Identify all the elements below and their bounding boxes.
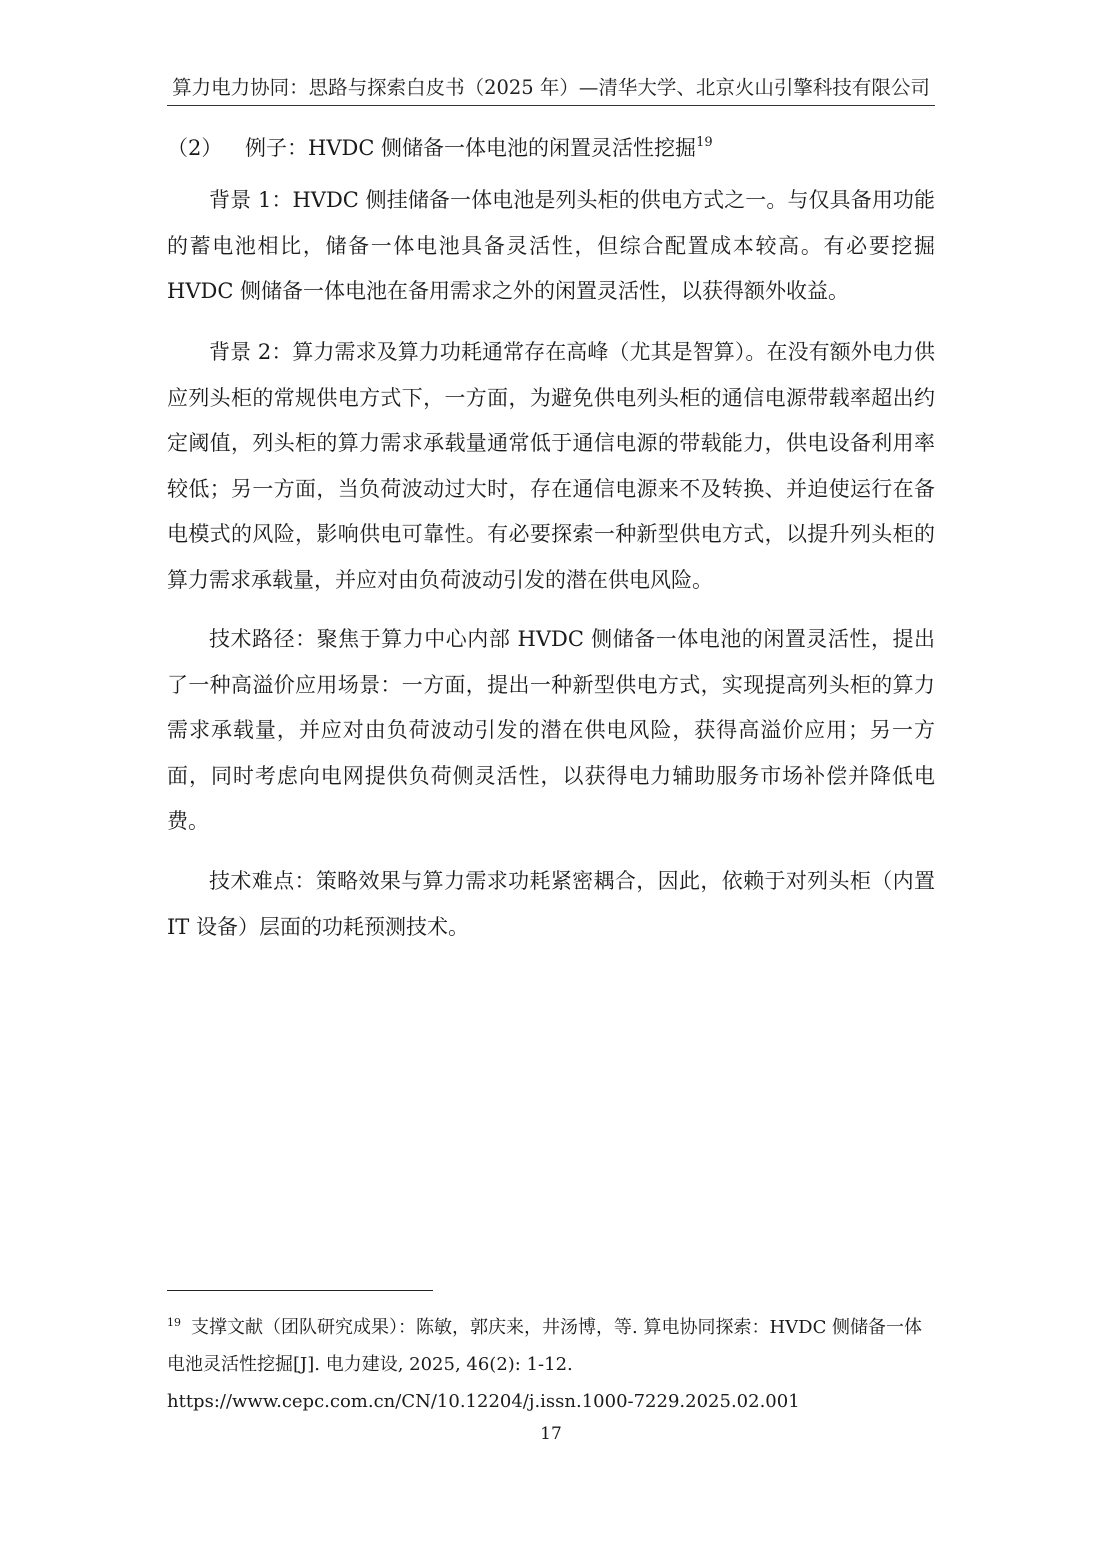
paragraph-background-2: 背景 2：算力需求及算力功耗通常存在高峰（尤其是智算）。在没有额外电力供应列头柜的常规供电方式下，一方面，为避免供电列头柜的通信电源带载率超出约定阈值，列头柜的算力需求承载量通常低于通信电源的带载能力，供电设备利用率较低；另一方面，当负荷波动过大时，存在通信电源来不及转换、并迫使运行在备电模式的风险，影响供电可靠性。有必要探索一种新型供电方式，以提升列头柜的算力需求承载量，并应对由负荷波动引发的潜在供电风险。 bbox=[167, 340, 935, 592]
paragraph-technical-difficulty: 技术难点：策略效果与算力需求功耗紧密耦合，因此，依赖于对列头柜（内置 IT 设备）层面的功耗预测技术。 bbox=[167, 869, 935, 939]
header-rule bbox=[167, 105, 935, 106]
footnote-text: 支撑文献（团队研究成果）：陈敏，郭庆来，井汤博，等. 算电协同探索：HVDC 侧储备一体电池灵活性挖掘[J]. 电力建设, 2025, 46(2): 1-12. bbox=[167, 1317, 923, 1375]
page-number: 17 bbox=[540, 1424, 562, 1444]
footnote bbox=[167, 1309, 935, 1420]
footnote-rule bbox=[167, 1290, 433, 1291]
running-header: 算力电力协同：思路与探索白皮书（2025 年）—清华大学、北京火山引擎科技有限公司 bbox=[172, 76, 930, 99]
footnote-url-link[interactable]: https://www.cepc.com.cn/CN/10.12204/j.issn.1000-7229.2025.02.001 bbox=[167, 1391, 800, 1412]
footnote-mark: 19 bbox=[167, 1316, 181, 1329]
footnote-reference[interactable]: 19 bbox=[696, 135, 713, 150]
paragraph-technical-path: 技术路径：聚焦于算力中心内部 HVDC 侧储备一体电池的闲置灵活性，提出了一种高溢价应用场景：一方面，提出一种新型供电方式，实现提高列头柜的算力需求承载量，并应对由负荷波动引发的潜在供电风险，获得高溢价应用；另一方面，同时考虑向电网提供负荷侧灵活性，以获得电力辅助服务市场补偿并降低电费。 bbox=[167, 627, 935, 833]
section-number: （2） bbox=[167, 136, 223, 160]
paragraph-background-1: 背景 1：HVDC 侧挂储备一体电池是列头柜的供电方式之一。与仅具备用功能的蓄电池相比，储备一体电池具备灵活性，但综合配置成本较高。有必要挖掘 HVDC 侧储备一体电池在备用需求之外的闲置灵活性，以获得额外收益。 bbox=[167, 188, 935, 303]
section-heading bbox=[167, 131, 935, 165]
section-title: 例子：HVDC 侧储备一体电池的闲置灵活性挖掘 bbox=[245, 136, 697, 160]
